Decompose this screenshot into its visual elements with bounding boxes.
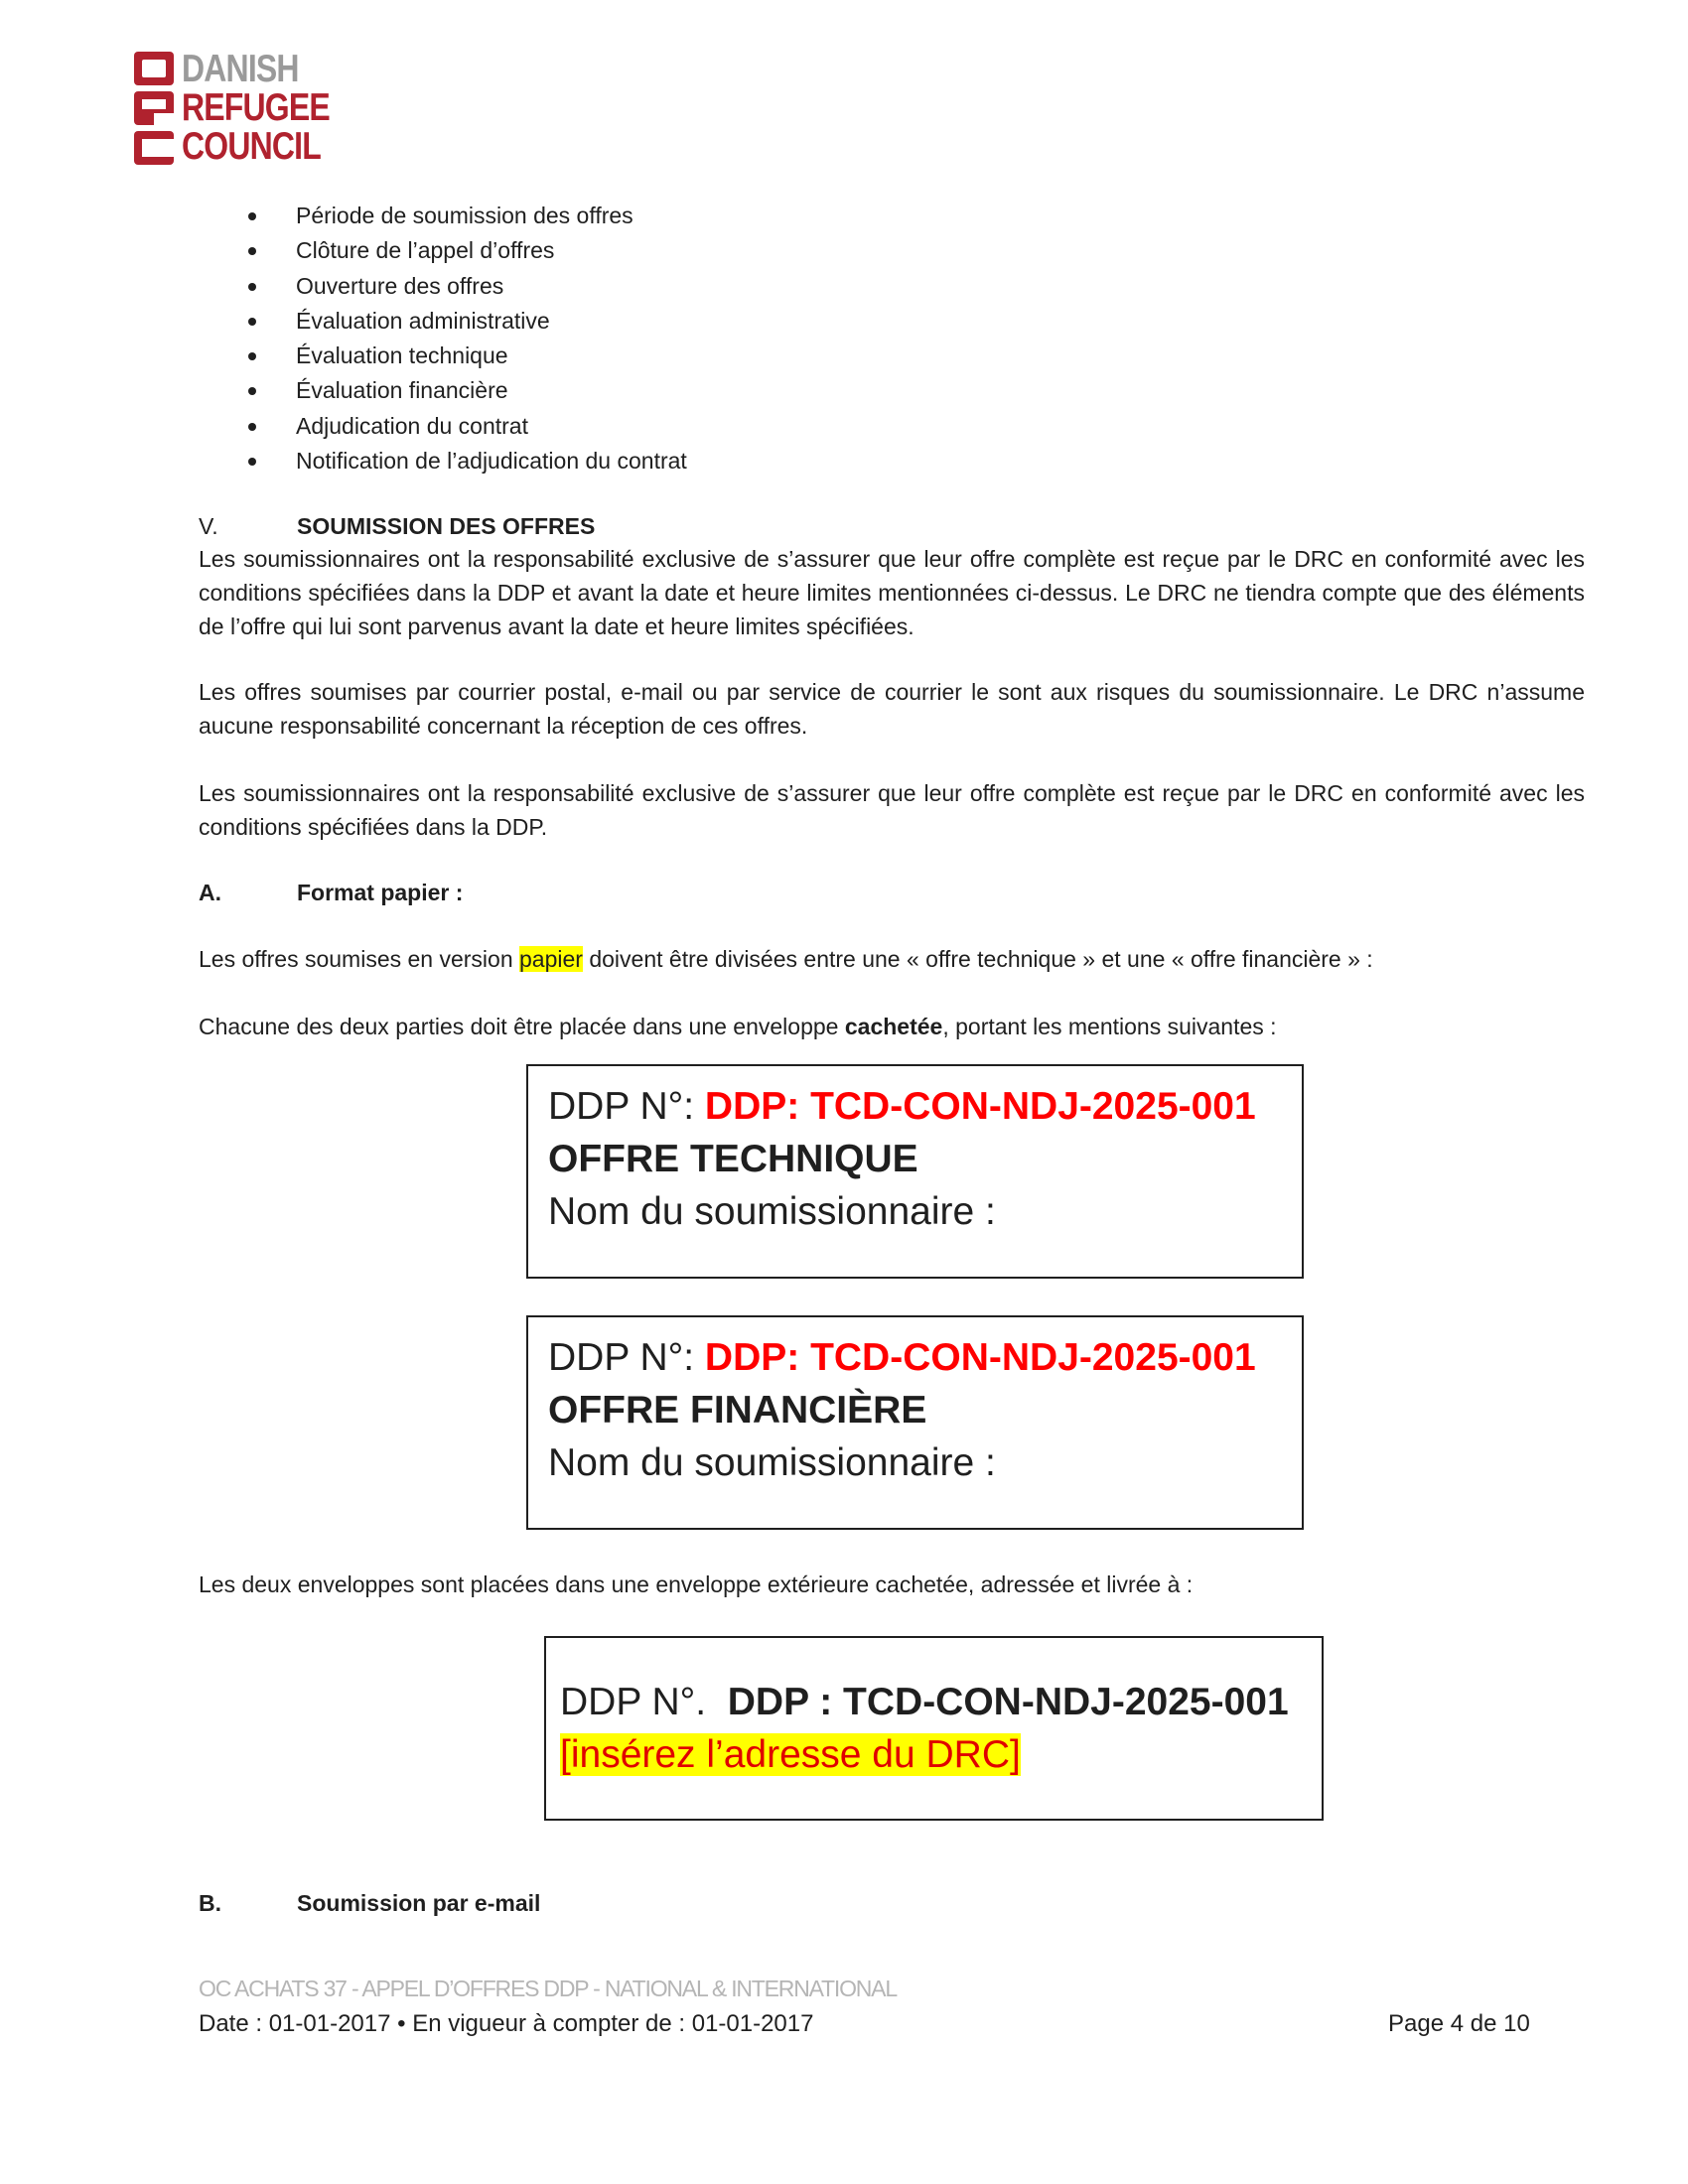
milestones-list [199,199,687,478]
box-ref-line: DDP N°: DDP: TCD-CON-NDJ-2025-001 [548,1336,1256,1379]
bullet-icon [248,247,256,255]
section-v-paragraph-1: Les soumissionnaires ont la responsabilité exclusive de s’assurer que leur offre complète est reçue par le DRC en conformité avec les conditions spécifiées dans la DDP et avant la date et heure limites mentionnées ci-dessus. Le DRC ne tiendra compte que des éléments de l’offre qui lui sont parvenus avant la date et heure limites spécifiées. [199,546,1585,639]
envelope-label-technique [526,1064,1304,1279]
ddp-reference: DDP: TCD-CON-NDJ-2025-001 [704,1085,1256,1128]
bullet-icon [248,283,256,291]
list-item: Évaluation financière [199,373,687,408]
bidder-name-line: Nom du soumissionnaire : [548,1441,996,1484]
section-number: V. [199,513,218,539]
drc-logo [132,50,331,167]
box-ref-line: DDP N°: DDP: TCD-CON-NDJ-2025-001 [548,1085,1256,1128]
highlighted-word: papier [519,946,583,972]
bullet-icon [248,387,256,395]
logo-word-council: COUNCIL [182,125,321,168]
list-item: Période de soumission des offres [199,199,687,233]
box-title: OFFRE TECHNIQUE [548,1138,918,1180]
section-b-heading [199,1886,540,1920]
list-item: Clôture de l’appel d’offres [199,233,687,268]
bullet-icon [248,212,256,220]
svg-text:DRC: DRC [132,50,135,51]
bidder-name-line: Nom du soumissionnaire : [548,1190,996,1233]
ddp-reference: DDP: TCD-CON-NDJ-2025-001 [704,1336,1256,1379]
box-title: OFFRE FINANCIÈRE [548,1389,927,1432]
drc-logo-mark [132,50,176,167]
logo-word-danish: DANISH [182,48,299,90]
section-number: A. [199,880,221,905]
footer-date-line: Date : 01-01-2017 • En vigueur à compter de : 01-01-2017 [199,2010,814,2037]
ddp-reference: DDP : TCD-CON-NDJ-2025-001 [727,1681,1289,1723]
footer-document-title: OC ACHATS 37 - APPEL D’OFFRES DDP - NATIONAL & INTERNATIONAL [199,1976,897,2001]
section-v-paragraph-2: Les offres soumises par courrier postal, e-mail ou par service de courrier le sont aux risques du soumissionnaire. Le DRC n’assume aucune responsabilité concernant la réception de ces offres. [199,679,1585,739]
section-v-heading [199,509,595,543]
bullet-icon [248,318,256,326]
section-title: Format papier : [297,880,464,905]
list-item: Évaluation technique [199,339,687,373]
envelope-label-financiere [526,1315,1304,1530]
address-placeholder: [insérez l’adresse du DRC] [560,1733,1021,1776]
section-number: B. [199,1890,221,1916]
envelope-label-exterieure [544,1636,1324,1821]
section-a-paragraph-2: Chacune des deux parties doit être placée dans une enveloppe cachetée, portant les mentions suivantes : [199,1014,1277,1039]
section-title: Soumission par e-mail [297,1890,541,1916]
section-title: SOUMISSION DES OFFRES [297,513,596,539]
list-item: Adjudication du contrat [199,409,687,444]
logo-word-refugee: REFUGEE [182,86,330,129]
section-a-paragraph-1: Les offres soumises en version papier doivent être divisées entre une « offre technique » et une « offre financière » : [199,946,1373,972]
section-v-paragraph-3: Les soumissionnaires ont la responsabilité exclusive de s’assurer que leur offre complète est reçue par le DRC en conformité avec les conditions spécifiées dans la DDP. [199,780,1585,840]
footer-page-number: Page 4 de 10 [1388,2010,1530,2037]
section-a-heading [199,876,463,909]
list-item: Notification de l’adjudication du contrat [199,444,687,478]
list-item: Évaluation administrative [199,304,687,339]
outer-envelope-text: Les deux enveloppes sont placées dans une enveloppe extérieure cachetée, adressée et livrée à : [199,1571,1194,1597]
bullet-icon [248,458,256,466]
list-item: Ouverture des offres [199,269,687,304]
bullet-icon [248,352,256,360]
bold-word: cachetée [844,1014,943,1039]
bullet-icon [248,423,256,431]
box-ref-line: DDP N°. DDP : TCD-CON-NDJ-2025-001 [560,1681,1289,1723]
